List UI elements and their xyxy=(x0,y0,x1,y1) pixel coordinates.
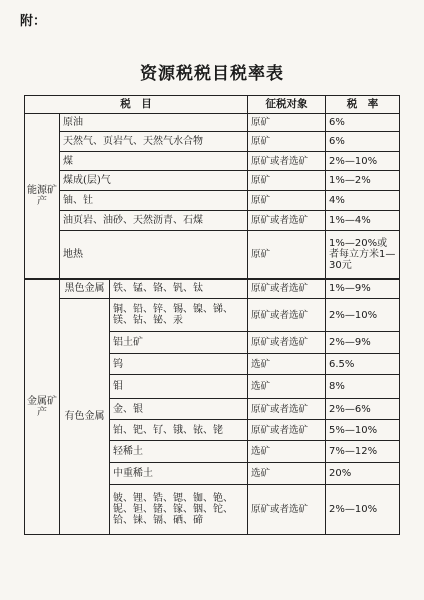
row-rate: 5%—10% xyxy=(326,420,400,441)
row-item: 铍、锂、锆、锶、铷、铯、铌、钽、锗、镓、铟、铊、铪、铼、镉、硒、碲 xyxy=(110,485,248,535)
row-rate: 1%—2% xyxy=(326,171,400,191)
row-rate: 2%—10% xyxy=(326,299,400,332)
row-item: 轻稀土 xyxy=(110,441,248,463)
header-item: 税 目 xyxy=(25,96,248,114)
row-rate: 20% xyxy=(326,463,400,485)
row-rate: 6.5% xyxy=(326,354,400,375)
tax-rate-table xyxy=(24,95,400,535)
table-header-row xyxy=(25,96,400,114)
row-rate: 6% xyxy=(326,132,400,152)
category-energy: 能源矿产 xyxy=(25,114,60,279)
row-rate: 1%—9% xyxy=(326,279,400,299)
header-rate: 税 率 xyxy=(326,96,400,114)
row-object: 原矿或者选矿 xyxy=(248,299,326,332)
row-rate: 6% xyxy=(326,114,400,132)
row-item: 钼 xyxy=(110,375,248,399)
table-row xyxy=(25,231,400,279)
row-object: 原矿 xyxy=(248,114,326,132)
row-item: 煤 xyxy=(60,152,248,171)
row-object: 原矿 xyxy=(248,231,326,279)
attachment-label: 附： xyxy=(20,14,47,29)
row-item: 煤成(层)气 xyxy=(60,171,248,191)
subcategory-ferrous: 黑色金属 xyxy=(60,279,110,299)
row-item: 天然气、页岩气、天然气水合物 xyxy=(60,132,248,152)
subcategory-nonferrous: 有色金属 xyxy=(60,299,110,535)
row-item: 金、银 xyxy=(110,399,248,420)
row-object: 原矿或者选矿 xyxy=(248,332,326,354)
row-rate: 2%—9% xyxy=(326,332,400,354)
row-item: 中重稀土 xyxy=(110,463,248,485)
row-object: 原矿或者选矿 xyxy=(248,152,326,171)
row-item: 原油 xyxy=(60,114,248,132)
row-item: 铜、铅、锌、锡、镍、锑、镁、钴、铋、汞 xyxy=(110,299,248,332)
row-item: 铝土矿 xyxy=(110,332,248,354)
row-object: 原矿 xyxy=(248,171,326,191)
row-object: 原矿或者选矿 xyxy=(248,485,326,535)
page-title: 资源税税目税率表 xyxy=(140,64,284,84)
category-metal: 金属矿产 xyxy=(25,279,60,535)
row-item: 地热 xyxy=(60,231,248,279)
row-object: 原矿或者选矿 xyxy=(248,279,326,299)
row-object: 原矿或者选矿 xyxy=(248,420,326,441)
row-object: 选矿 xyxy=(248,375,326,399)
table-row xyxy=(25,132,400,152)
row-rate: 1%—4% xyxy=(326,211,400,231)
row-item: 铂、钯、钌、锇、铱、铑 xyxy=(110,420,248,441)
table-row xyxy=(25,191,400,211)
row-rate: 1%—20%或者每立方米1—30元 xyxy=(326,231,400,279)
table-row xyxy=(25,114,400,132)
row-object: 选矿 xyxy=(248,441,326,463)
table-row xyxy=(25,171,400,191)
row-item: 钨 xyxy=(110,354,248,375)
row-object: 原矿 xyxy=(248,132,326,152)
row-object: 原矿或者选矿 xyxy=(248,399,326,420)
row-rate: 7%—12% xyxy=(326,441,400,463)
row-rate: 2%—10% xyxy=(326,485,400,535)
row-rate: 4% xyxy=(326,191,400,211)
header-object: 征税对象 xyxy=(248,96,326,114)
row-object: 原矿 xyxy=(248,191,326,211)
row-rate: 2%—6% xyxy=(326,399,400,420)
table-row xyxy=(25,299,400,332)
row-object: 选矿 xyxy=(248,354,326,375)
table-row xyxy=(25,211,400,231)
row-object: 选矿 xyxy=(248,463,326,485)
row-rate: 8% xyxy=(326,375,400,399)
table-row xyxy=(25,279,400,299)
row-rate: 2%—10% xyxy=(326,152,400,171)
table-row xyxy=(25,152,400,171)
row-item: 铁、锰、铬、钒、钛 xyxy=(110,279,248,299)
row-object: 原矿或者选矿 xyxy=(248,211,326,231)
row-item: 铀、钍 xyxy=(60,191,248,211)
row-item: 油页岩、油砂、天然沥青、石煤 xyxy=(60,211,248,231)
